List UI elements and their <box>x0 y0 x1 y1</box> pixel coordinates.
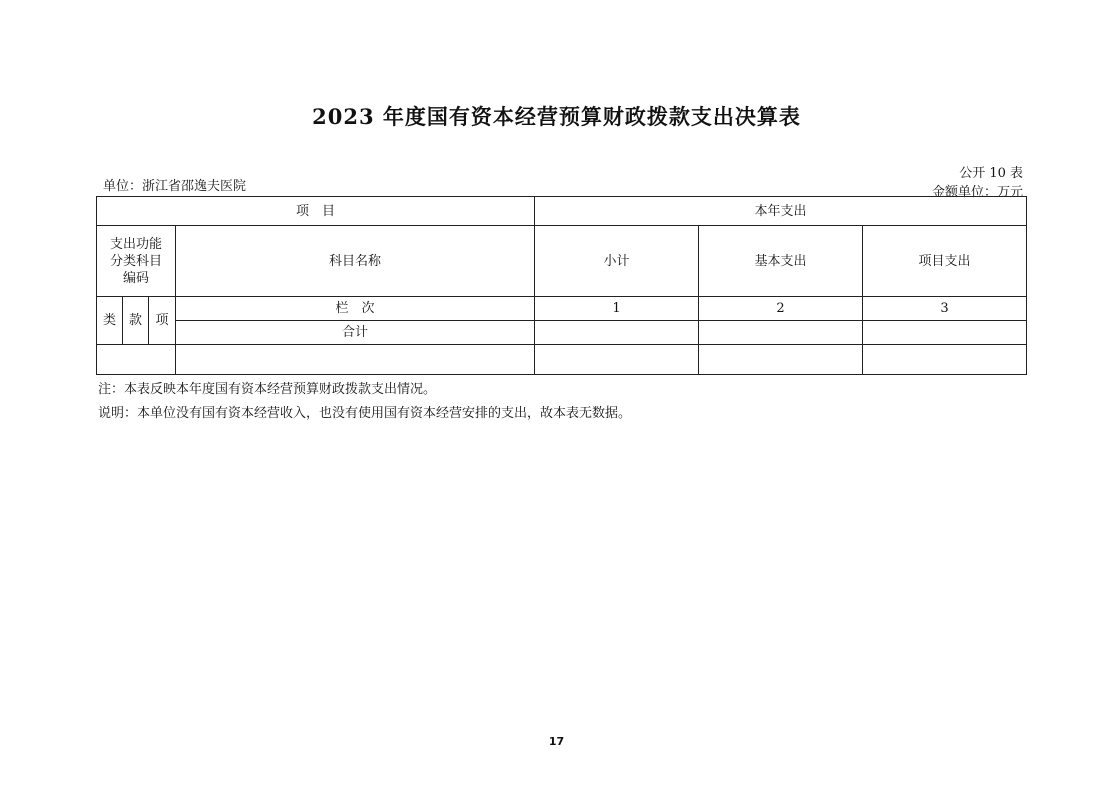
class-header: 类 <box>97 297 123 345</box>
empty-project-cell <box>863 345 1027 375</box>
page-number: 17 <box>548 735 565 748</box>
col-num-2: 2 <box>699 297 863 321</box>
function-code-header: 支出功能 分类科目 编码 <box>97 226 176 297</box>
item-header: 项 目 <box>97 197 535 226</box>
table-explanation: 说明：本单位没有国有资本经营收入，也没有使用国有资本经营安排的支出，故本表无数据。 <box>98 406 632 421</box>
project-expenditure-header: 项目支出 <box>863 226 1027 297</box>
basic-expenditure-header: 基本支出 <box>699 226 863 297</box>
column-row-label: 栏 次 <box>176 297 535 321</box>
total-label: 合计 <box>176 321 535 345</box>
table-note: 注：本表反映本年度国有资本经营预算财政拨款支出情况。 <box>98 382 437 397</box>
total-project-cell <box>863 321 1027 345</box>
reporting-unit: 单位：浙江省邵逸夫医院 <box>103 179 247 194</box>
subject-name-header: 科目名称 <box>176 226 535 297</box>
col-num-1: 1 <box>535 297 699 321</box>
amount-unit: 金额单位：万元 <box>931 185 1023 200</box>
empty-subject-cell <box>176 345 535 375</box>
empty-subtotal-cell <box>535 345 699 375</box>
total-basic-cell <box>699 321 863 345</box>
subtotal-header: 小计 <box>535 226 699 297</box>
col-num-3: 3 <box>863 297 1027 321</box>
section-header: 款 <box>123 297 149 345</box>
item-column-header: 项 <box>149 297 176 345</box>
current-year-header: 本年支出 <box>535 197 1027 226</box>
empty-code-cell <box>97 345 176 375</box>
form-number: 公开 10 表 <box>959 166 1023 181</box>
total-subtotal-cell <box>535 321 699 345</box>
report-title: 2023 年度国有资本经营预算财政拨款支出决算表 <box>312 104 801 129</box>
expenditure-table <box>96 196 1027 375</box>
empty-basic-cell <box>699 345 863 375</box>
